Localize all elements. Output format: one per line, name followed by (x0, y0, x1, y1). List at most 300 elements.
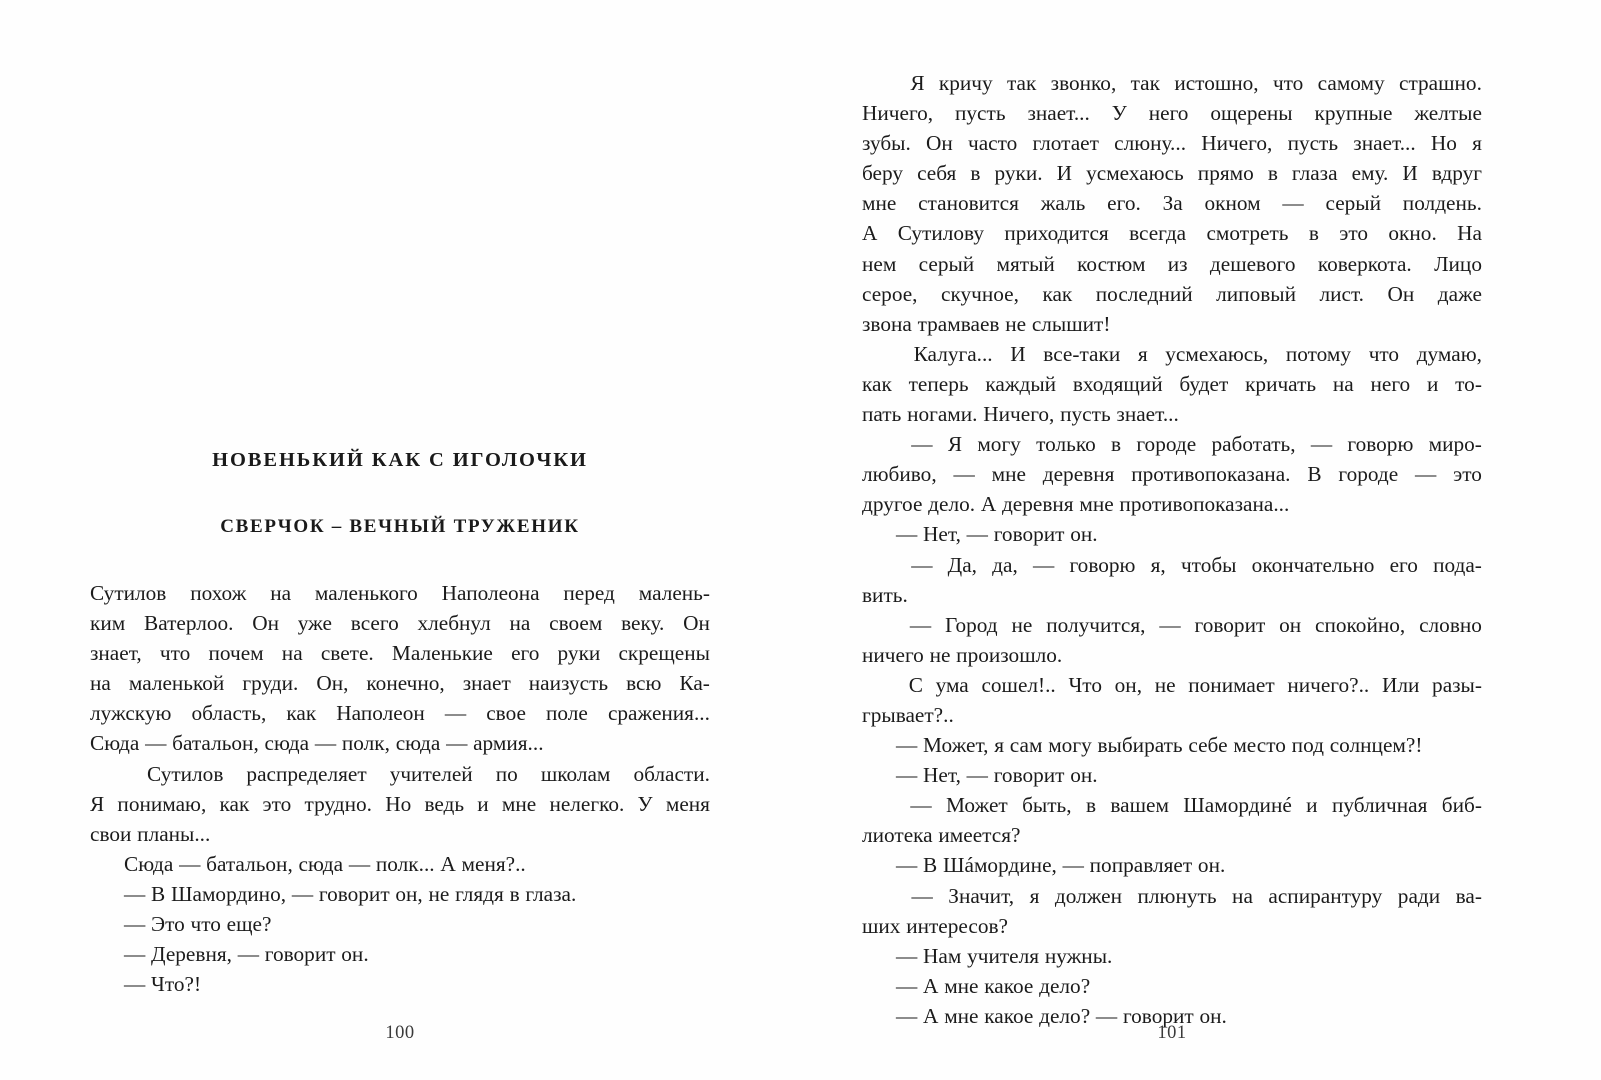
word: по (495, 761, 518, 786)
word: Сутилов (90, 581, 167, 605)
word: меня (665, 791, 710, 816)
word: получится, (1046, 612, 1146, 637)
word: Лицо (1434, 251, 1482, 276)
page-title: НОВЕНЬКИЙ КАК С ИГОЛОЧКИ (212, 449, 588, 471)
text-line (862, 519, 1482, 549)
word: на (281, 641, 303, 666)
word: глаза. (525, 881, 577, 906)
word: — (896, 943, 918, 968)
text-line (862, 128, 1482, 158)
word: трамваев (917, 311, 1000, 336)
word: я (1029, 883, 1040, 908)
word: Город (945, 612, 998, 637)
word: лужскую (90, 701, 172, 726)
word: место (1233, 733, 1286, 758)
word: вить. (862, 582, 908, 607)
word: липовый (1216, 281, 1296, 306)
word: мне (991, 462, 1026, 487)
word: глядя (455, 881, 504, 906)
word: учителей (389, 761, 473, 786)
word: интересов? (906, 913, 1008, 938)
text-line (862, 550, 1482, 580)
word: — (314, 731, 337, 756)
word: И (1010, 341, 1026, 366)
word: У (1111, 101, 1127, 126)
word: как (862, 371, 892, 396)
word: не (1154, 672, 1176, 697)
text-line (862, 820, 1482, 850)
word: не (1005, 311, 1027, 336)
word: я, (1150, 552, 1166, 577)
word: говорю (1069, 552, 1136, 577)
word: другое (862, 492, 923, 517)
word: маленькой (128, 671, 225, 696)
word: я (1137, 341, 1148, 366)
word: в (970, 161, 981, 186)
word: Шáмордине, (943, 853, 1057, 878)
word: ничего?.. (1287, 672, 1370, 697)
word: полдень. (1402, 191, 1482, 216)
word: — (953, 462, 975, 487)
word: серое, (862, 281, 918, 306)
word: дешевого (1209, 251, 1296, 276)
word: часто (968, 131, 1018, 156)
text-line (862, 760, 1482, 790)
word: каждый (985, 371, 1057, 396)
text-line (90, 608, 710, 638)
word: перед (563, 581, 615, 605)
word: учителя (967, 943, 1040, 968)
word: свои (90, 821, 132, 846)
word: Ватерлоо. (143, 611, 234, 636)
word: это (262, 791, 292, 816)
text-line (90, 668, 710, 698)
word: пать (862, 402, 902, 427)
word: Ничего, (1201, 131, 1273, 156)
word: какое (984, 1003, 1034, 1028)
word: — (1159, 612, 1181, 637)
word: противопоказана... (1119, 492, 1290, 517)
word: я (994, 733, 1005, 758)
word: да, (992, 552, 1018, 577)
word: его. (1107, 191, 1141, 216)
word: нем (862, 251, 897, 276)
text-line (862, 249, 1482, 279)
word: ким (90, 611, 126, 636)
word: он. (1070, 763, 1098, 788)
word: даже (1437, 281, 1482, 306)
word: Я (910, 71, 925, 95)
text-line (862, 489, 1482, 519)
text-line (862, 399, 1482, 429)
word: Ничего, (983, 402, 1055, 427)
word: За (1162, 191, 1183, 216)
word: — (124, 942, 146, 967)
word: Нам (923, 943, 962, 968)
word: не (1011, 612, 1033, 637)
word: на (1232, 883, 1253, 908)
word: лиотека (862, 823, 933, 848)
word: это (1339, 221, 1369, 246)
word: публичная (1331, 793, 1428, 818)
word: на (90, 671, 111, 696)
word: Что?! (151, 972, 202, 997)
text-line (862, 881, 1482, 911)
word: становится (918, 191, 1019, 216)
word: — (124, 912, 146, 937)
word: Может, (923, 733, 989, 758)
word: руки (557, 641, 601, 666)
word: я (1472, 131, 1482, 156)
word: ведь (424, 791, 465, 816)
word: Что (1068, 672, 1102, 697)
word: он. (1197, 853, 1226, 878)
word: коверкота. (1317, 251, 1412, 276)
word: Наполеон (336, 701, 425, 726)
word: мне (501, 791, 537, 816)
word: говорит (993, 522, 1065, 547)
text-line (862, 98, 1482, 128)
word: Он (683, 611, 710, 636)
word: не (929, 642, 951, 667)
page-right (800, 0, 1600, 1080)
word: — (1095, 1003, 1118, 1028)
word: свете. (320, 641, 374, 666)
word: Он (252, 611, 279, 636)
text-line (862, 369, 1482, 399)
word: глотает (1032, 131, 1099, 156)
word: — (896, 733, 918, 758)
word: знает... (1353, 131, 1416, 156)
word: и (1426, 371, 1439, 396)
text-line (862, 158, 1482, 188)
word: маленького (314, 581, 418, 605)
text-line (90, 728, 710, 758)
word: А (862, 221, 878, 246)
word: — (1310, 432, 1333, 457)
word: зубы. (862, 131, 911, 156)
word: что (1368, 341, 1400, 366)
word: Шамординé (1183, 793, 1292, 818)
word: произошло. (956, 642, 1063, 667)
word: миро- (1428, 432, 1482, 457)
word: Нет, (923, 763, 961, 788)
word: — (1062, 853, 1084, 878)
word: — (896, 522, 918, 547)
word: Значит, (948, 883, 1015, 908)
word: — (237, 942, 260, 967)
word: — (124, 881, 146, 906)
word: должен (1054, 883, 1123, 908)
page-subtitle: СВЕРЧОК – ВЕЧНЫЙ ТРУЖЕНИК (220, 515, 580, 537)
text-line (862, 339, 1482, 369)
word: — (896, 853, 918, 878)
word: — (966, 522, 988, 547)
word: могу (1048, 733, 1092, 758)
word: в (1308, 221, 1319, 246)
word: похож (190, 581, 247, 605)
word: окончательно (1251, 552, 1375, 577)
word: В (151, 881, 166, 906)
word: области. (633, 761, 710, 786)
right-body-text (862, 68, 1482, 1031)
word: Может (946, 793, 1008, 818)
text-line (90, 578, 710, 608)
text-line (862, 971, 1482, 1001)
word: понимаю, (117, 791, 207, 816)
word: — (896, 973, 918, 998)
right-text-block (862, 0, 1482, 1028)
text-line (90, 849, 710, 879)
word: армия... (473, 731, 544, 756)
word: серый (1325, 191, 1382, 216)
word: — (446, 731, 468, 756)
word: ших (862, 913, 901, 938)
word: В (1307, 462, 1322, 487)
word: как (219, 791, 250, 816)
word: А (440, 851, 456, 876)
word: дело? (1039, 1003, 1091, 1028)
word: сюда (395, 731, 441, 756)
word: руки. (994, 161, 1043, 186)
word: поправляет (1089, 853, 1193, 878)
word: всегда (1129, 221, 1187, 246)
word: говорит (1122, 1003, 1194, 1028)
text-line (862, 730, 1482, 760)
word: — (291, 881, 314, 906)
word: кричать (1245, 371, 1317, 396)
word: малень- (638, 581, 710, 605)
word: ногами. (907, 402, 978, 427)
text-line (90, 698, 710, 728)
word: Сюда (90, 731, 140, 756)
word: звонко, (1050, 71, 1117, 95)
word: — (348, 851, 371, 876)
word: Деревня, (151, 942, 232, 967)
word: потому (1285, 341, 1352, 366)
word: распределяет (246, 761, 367, 786)
word: он, (1114, 672, 1143, 697)
word: его (511, 641, 540, 666)
word: себе (1188, 733, 1228, 758)
word: ощерены (1210, 101, 1293, 126)
text-line (862, 309, 1482, 339)
word: И (1402, 161, 1418, 186)
page-number-left: 100 (385, 1023, 415, 1043)
word: ва- (1455, 883, 1482, 908)
text-line (862, 670, 1482, 700)
word: и (477, 791, 489, 816)
word: скрещены (618, 641, 710, 666)
word: — (1282, 191, 1304, 216)
word: А (980, 492, 997, 517)
page-left (0, 0, 800, 1080)
word: полк, (341, 731, 390, 756)
text-line (862, 580, 1482, 610)
word: Он, (316, 671, 349, 696)
word: серый (918, 251, 975, 276)
word: смотреть (1206, 221, 1289, 246)
word: в (1267, 161, 1278, 186)
word: в (1111, 432, 1122, 457)
word: слюну... (1114, 131, 1187, 156)
word: костюм (1077, 251, 1146, 276)
word: своем (549, 611, 603, 636)
word: звона (862, 311, 912, 336)
word: так (1006, 71, 1037, 95)
word: какое (984, 973, 1034, 998)
text-line (90, 638, 710, 668)
word: что (1272, 71, 1304, 95)
word: плюнуть (1137, 883, 1217, 908)
word: из (1167, 251, 1188, 276)
word: и (1306, 793, 1318, 818)
word: знает... (1027, 101, 1090, 126)
word: страшно. (1399, 71, 1482, 95)
word: уже (297, 611, 333, 636)
word: говорит (264, 942, 336, 967)
word: то- (1455, 371, 1482, 396)
word: разы- (1432, 672, 1482, 697)
word: Он (1387, 281, 1415, 306)
word: деревня (1042, 462, 1115, 487)
word: хлебнул (417, 611, 491, 636)
word: городе (1136, 432, 1197, 457)
text-line (862, 610, 1482, 640)
word: Я (947, 432, 963, 457)
word: самому (1317, 71, 1385, 95)
word: мне (862, 191, 897, 216)
word: беру (862, 161, 904, 186)
word: сюда (298, 851, 344, 876)
text-line (862, 700, 1482, 730)
text-line (90, 939, 710, 969)
word: — (910, 793, 932, 818)
word: — (124, 972, 146, 997)
word: на (1332, 371, 1354, 396)
word: он (1279, 612, 1302, 637)
word: в (509, 881, 520, 906)
word: трудно. (304, 791, 372, 816)
text-line (90, 759, 710, 789)
word: сюда (264, 731, 310, 756)
word: пусть (1287, 131, 1339, 156)
word: В (923, 853, 938, 878)
word: батальон, (172, 731, 259, 756)
word: под (1291, 733, 1324, 758)
word: знает (462, 671, 511, 696)
word: глаза (1291, 161, 1338, 186)
text-line (90, 789, 710, 819)
word: веку. (621, 611, 665, 636)
word: мне (1079, 492, 1114, 517)
word: что (190, 912, 221, 937)
word: лист. (1319, 281, 1364, 306)
word: это (1453, 462, 1482, 487)
word: скучное, (941, 281, 1019, 306)
word: могу (977, 432, 1021, 457)
word: Сутилову (897, 221, 985, 246)
word: Да, (947, 552, 977, 577)
word: дело? (1039, 973, 1091, 998)
text-line (90, 909, 710, 939)
word: школам (540, 761, 611, 786)
word: — (179, 851, 201, 876)
word: ничего (862, 642, 924, 667)
word: — (444, 701, 467, 726)
word: почем (208, 641, 264, 666)
word: А (923, 1003, 939, 1028)
word: его (1389, 552, 1418, 577)
word: быть, (1022, 793, 1072, 818)
left-body-text (90, 578, 710, 999)
word: Или (1381, 672, 1420, 697)
text-line (862, 640, 1482, 670)
word: знает... (1116, 402, 1179, 427)
text-line (862, 850, 1482, 880)
word: груди. (242, 671, 299, 696)
word: теперь (908, 371, 969, 396)
word: приходится (1004, 221, 1109, 246)
word: знает, (90, 641, 142, 666)
word: имеется? (938, 823, 1021, 848)
word: мне (944, 1003, 979, 1028)
word: прямо (1197, 161, 1254, 186)
word: окном (1204, 191, 1261, 216)
word: Я (90, 791, 105, 816)
word: свое (486, 701, 526, 726)
word: Маленькие (391, 641, 493, 666)
word: нужны. (1044, 943, 1113, 968)
left-text-block (90, 0, 710, 997)
text-line (862, 188, 1482, 218)
word: ему. (1351, 161, 1389, 186)
word: него (1370, 371, 1411, 396)
word: — (1415, 462, 1437, 487)
text-line (862, 911, 1482, 941)
word: — (909, 612, 932, 637)
word: истошно, (1174, 71, 1259, 95)
word: — (896, 763, 918, 788)
text-line (862, 941, 1482, 971)
word: на (270, 581, 292, 605)
word: — (966, 763, 988, 788)
word: говорит (1194, 612, 1266, 637)
word: городе (1338, 462, 1399, 487)
word: противопоказана. (1131, 462, 1291, 487)
word: крупные (1314, 101, 1393, 126)
word: А (923, 973, 939, 998)
word: меня?.. (461, 851, 526, 876)
text-line (90, 819, 710, 849)
text-line (862, 429, 1482, 459)
word: говорит (993, 763, 1065, 788)
word: батальон, (206, 851, 293, 876)
word: Ничего, (862, 101, 934, 126)
word: — (911, 552, 933, 577)
word: вашем (1110, 793, 1169, 818)
word: грывает?.. (862, 702, 954, 727)
word: так (1130, 71, 1160, 95)
page-number-right: 101 (1157, 1023, 1187, 1043)
word: солнцем?! (1329, 733, 1423, 758)
word: слышит! (1031, 311, 1111, 336)
word: деревня (1001, 492, 1074, 517)
word: пусть (1060, 402, 1111, 427)
word: мятый (996, 251, 1055, 276)
word: — (1032, 552, 1055, 577)
word: вдруг (1431, 161, 1482, 186)
